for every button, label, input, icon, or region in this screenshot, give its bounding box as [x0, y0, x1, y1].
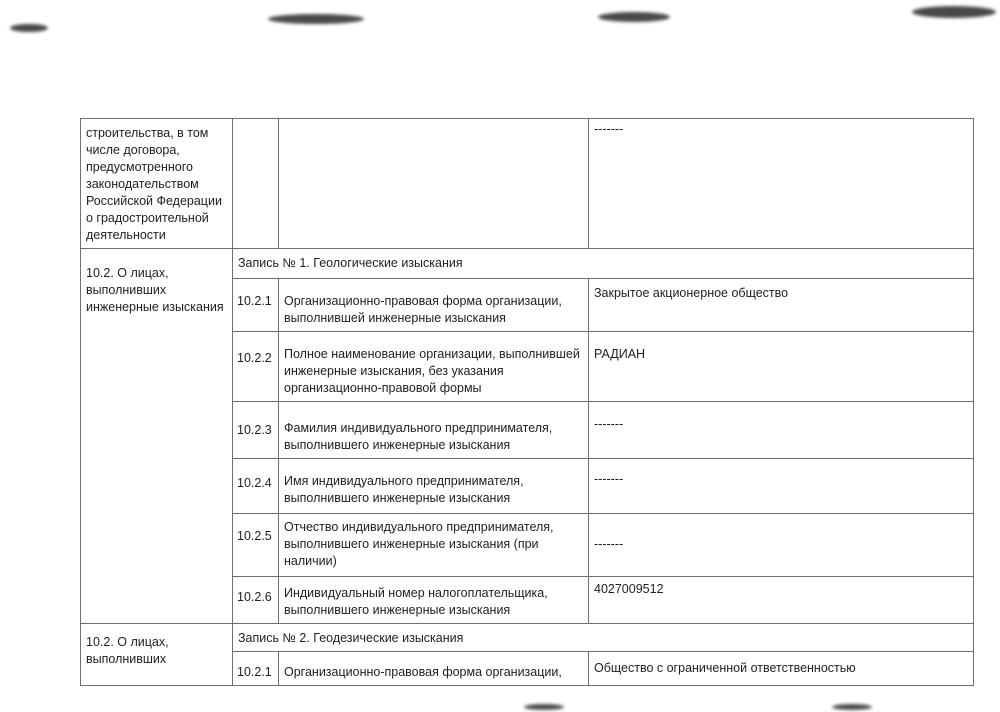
scan-mark — [832, 704, 872, 710]
field-value: РАДИАН — [589, 332, 974, 402]
field-value: 4027009512 — [589, 577, 974, 624]
field-number: 10.2.6 — [233, 577, 279, 624]
field-number: 10.2.4 — [233, 459, 279, 514]
section-label: 10.2. О лицах, выполнивших — [81, 624, 233, 686]
document-table — [80, 118, 974, 686]
field-number: 10.2.2 — [233, 332, 279, 402]
field-number: 10.2.1 — [233, 652, 279, 686]
scan-mark — [524, 704, 564, 710]
field-name: Отчество индивидуального предпринимателя, выполнившего инженерные изыскания (при наличии) — [279, 514, 589, 577]
scan-mark — [10, 24, 48, 32]
record-title: Запись № 1. Геологические изыскания — [233, 249, 974, 279]
table-row — [81, 119, 974, 249]
field-name: Индивидуальный номер налогоплательщика, выполнившего инженерные изыскания — [279, 577, 589, 624]
scan-mark — [268, 14, 364, 24]
scan-mark — [598, 12, 670, 22]
field-name: Организационно-правовая форма организации, — [279, 652, 589, 686]
field-name: Полное наименование организации, выполнившей инженерные изыскания, без указания организационно-правовой формы — [279, 332, 589, 402]
field-name-cell — [279, 119, 589, 249]
record-title: Запись № 2. Геодезические изыскания — [233, 624, 974, 652]
field-value: ------- — [589, 402, 974, 459]
number-cell — [233, 119, 279, 249]
field-name: Организационно-правовая форма организации, выполнившей инженерные изыскания — [279, 279, 589, 332]
scan-mark — [912, 6, 996, 18]
field-value: Общество с ограниченной ответственностью — [589, 652, 974, 686]
field-value: Закрытое акционерное общество — [589, 279, 974, 332]
field-value: ------- — [589, 459, 974, 514]
field-name: Имя индивидуального предпринимателя, выполнившего инженерные изыскания — [279, 459, 589, 514]
field-value: ------- — [589, 119, 974, 249]
record-header-row — [81, 249, 974, 279]
field-number: 10.2.3 — [233, 402, 279, 459]
field-value: ------- — [589, 514, 974, 577]
section-label: строительства, в том числе договора, предусмотренного законодательством Российской Федерации о градостроительной деятельности — [81, 119, 233, 249]
field-number: 10.2.1 — [233, 279, 279, 332]
field-number: 10.2.5 — [233, 514, 279, 577]
field-name: Фамилия индивидуального предпринимателя, выполнившего инженерные изыскания — [279, 402, 589, 459]
record-header-row — [81, 624, 974, 652]
section-label: 10.2. О лицах, выполнивших инженерные изыскания — [81, 249, 233, 624]
